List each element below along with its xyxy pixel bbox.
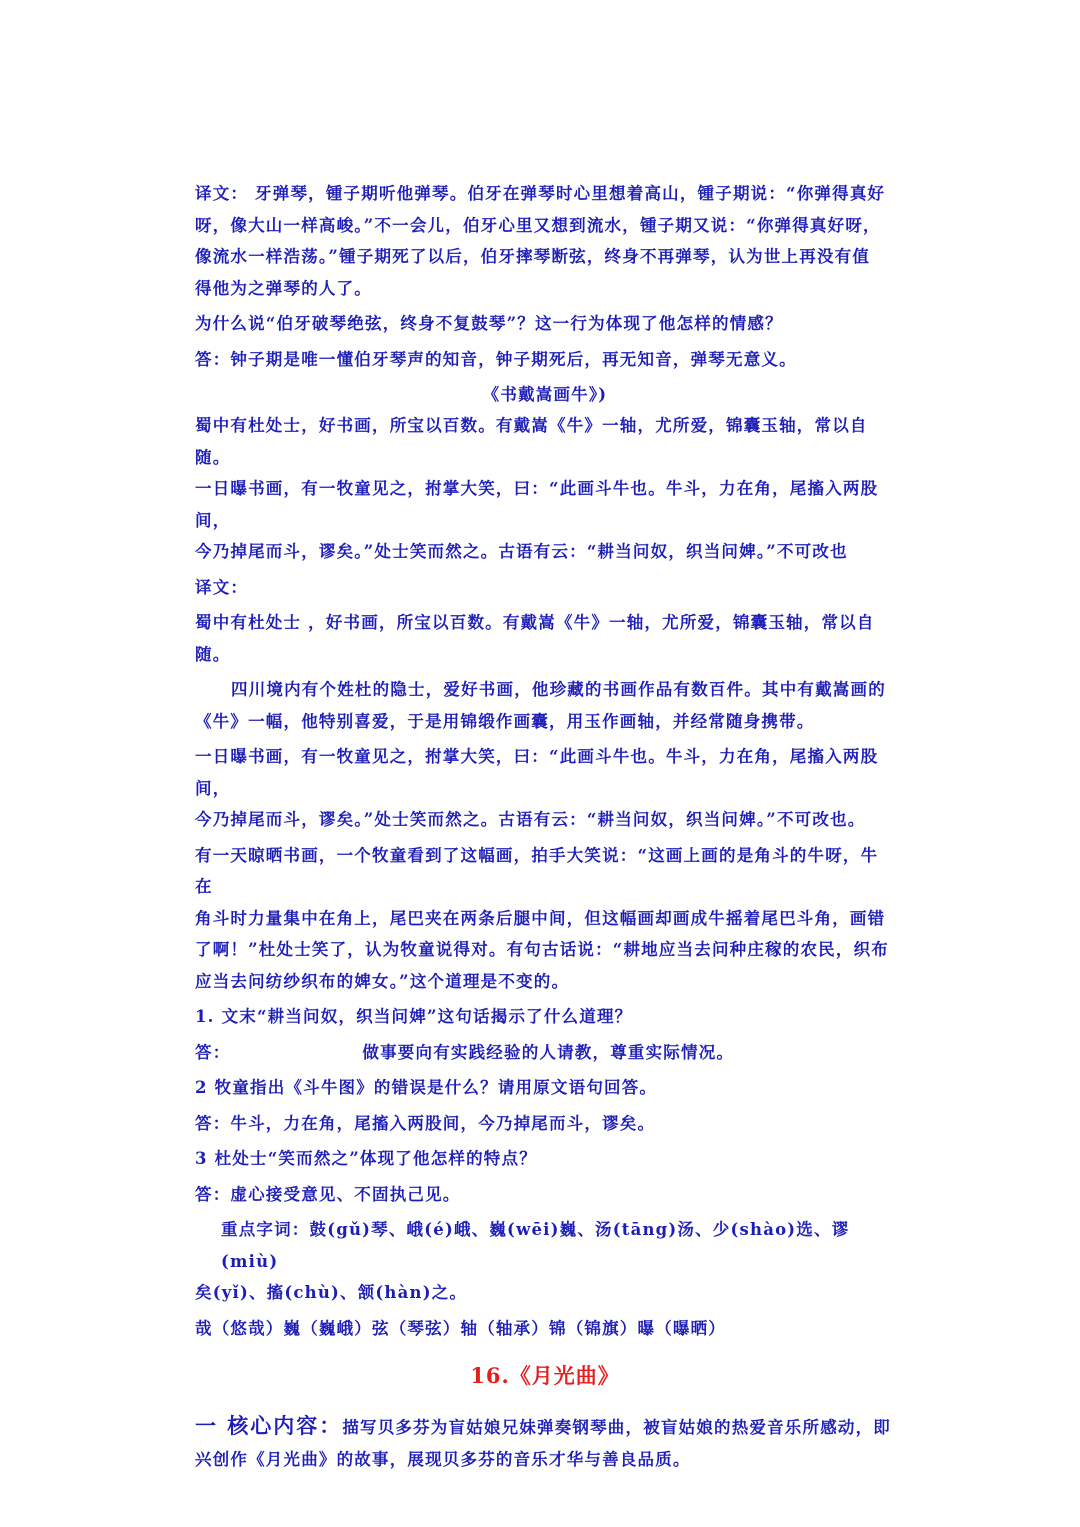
- answer-1: 答：钟子期是唯一懂伯牙琴声的知音，钟子期死后，再无知音，弹琴无意义。: [195, 349, 797, 369]
- translation-block-line: 今乃掉尾而斗，谬矣。”处士笑而然之。古语有云：“耕当问奴，织当问婢。”不可改也。: [195, 810, 866, 829]
- document-content: [195, 178, 895, 1475]
- translation-block-line: 角斗时力量集中在角上，尾巴夹在两条后腿中间，但这幅画却画成牛摇着尾巴斗角，画错: [195, 908, 886, 928]
- chapter-title: 16.《月光曲》: [470, 1363, 620, 1388]
- core-content-label: 一 核心内容：: [195, 1413, 343, 1438]
- answer-text: 做事要向有实践经验的人请教，尊重实际情况。: [362, 1042, 735, 1062]
- original-line: 一日曝书画，有一牧童见之，拊掌大笑，曰：“此画斗牛也。牛斗，力在角，尾搐入两股间，: [195, 479, 879, 530]
- translation-block-line: 《牛》一幅，他特别喜爱，于是用锦缎作画囊，用玉作画轴，并经常随身携带。: [195, 711, 815, 731]
- original-line: 今乃掉尾而斗，谬矣。”处士笑而然之。古语有云：“耕当问奴，织当问婢。”不可改也: [195, 542, 848, 561]
- translation-line: 呀，像大山一样高峻。”不一会儿，伯牙心里又想到流水，锺子期又说：“你弹得真好呀，: [195, 215, 881, 235]
- key-words-line: 重点字词：鼓(gǔ)琴、峨(é)峨、巍(wēi)巍、汤(tāng)汤、少(shào)选、谬(miù): [221, 1220, 850, 1271]
- story-title: 《书戴嵩画牛》): [482, 385, 608, 404]
- translation-block-line: 四川境内有个姓杜的隐士，爱好书画，他珍藏的书画作品有数百件。其中有戴嵩画的: [231, 680, 886, 699]
- question-item: 2 牧童指出《斗牛图》的错误是什么？请用原文语句回答。: [195, 1078, 658, 1097]
- core-content-text: 描写贝多芬为盲姑娘兄妹弹奏钢琴曲，被盲姑娘的热爱音乐所感动，即: [342, 1418, 892, 1437]
- translation-line: 译文： 牙弹琴，锺子期听他弹琴。伯牙在弹琴时心里想着高山，锺子期说：“你弹得真好: [195, 184, 886, 203]
- question-item: 1. 文末“耕当问奴，织当问婢”这句话揭示了什么道理？: [195, 1007, 633, 1026]
- answer-item: 答：虚心接受意见、不固执己见。: [195, 1184, 461, 1204]
- answer-item: 答：牛斗，力在角，尾搐入两股间，今乃掉尾而斗，谬矣。: [195, 1113, 656, 1133]
- translation-block-line: 了啊！”杜处士笑了，认为牧童说得对。有句古话说：“耕地应当去问种庄稼的农民，织布: [195, 940, 889, 959]
- answer-item: [195, 1037, 895, 1069]
- translation-block-line: 有一天晾晒书画，一个牧童看到了这幅画，拍手大笑说：“这画上画的是角斗的牛呀，牛在: [195, 845, 879, 896]
- translation-block-line: 应当去问纺纱织布的婢女。”这个道理是不变的。: [195, 971, 570, 991]
- core-content-line: [195, 1410, 895, 1444]
- translation-block-line: 蜀中有杜处士 ，好书画，所宝以百数。有戴嵩《牛》一轴，尤所爱，锦囊玉轴，常以自随。: [195, 613, 875, 664]
- core-content-line: 兴创作《月光曲》的故事，展现贝多芬的音乐才华与善良品质。: [195, 1449, 691, 1469]
- translation-line: 得他为之弹琴的人了。: [195, 278, 372, 298]
- translation-label: 译文：: [195, 577, 249, 597]
- question-1: 为什么说“伯牙破琴绝弦，终身不复鼓琴”？这一行为体现了他怎样的情感？: [195, 314, 783, 333]
- answer-prefix: 答：: [195, 1042, 231, 1062]
- key-words-line: 矣(yǐ)、搐(chù)、颔(hàn)之。: [195, 1283, 468, 1302]
- original-line: 蜀中有杜处士，好书画，所宝以百数。有戴嵩《牛》一轴，尤所爱，锦囊玉轴，常以自随。: [195, 416, 868, 467]
- word-pairs: 哉（悠哉）巍（巍峨）弦（琴弦）轴（轴承）锦（锦旗）曝（曝晒）: [195, 1318, 726, 1338]
- translation-line: 像流水一样浩荡。”锺子期死了以后，伯牙摔琴断弦，终身不再弹琴，认为世上再没有值: [195, 247, 871, 266]
- question-item: 3 杜处士“笑而然之”体现了他怎样的特点？: [195, 1149, 537, 1168]
- translation-block-line: 一日曝书画，有一牧童见之，拊掌大笑，曰：“此画斗牛也。牛斗，力在角，尾搐入两股间，: [195, 747, 879, 798]
